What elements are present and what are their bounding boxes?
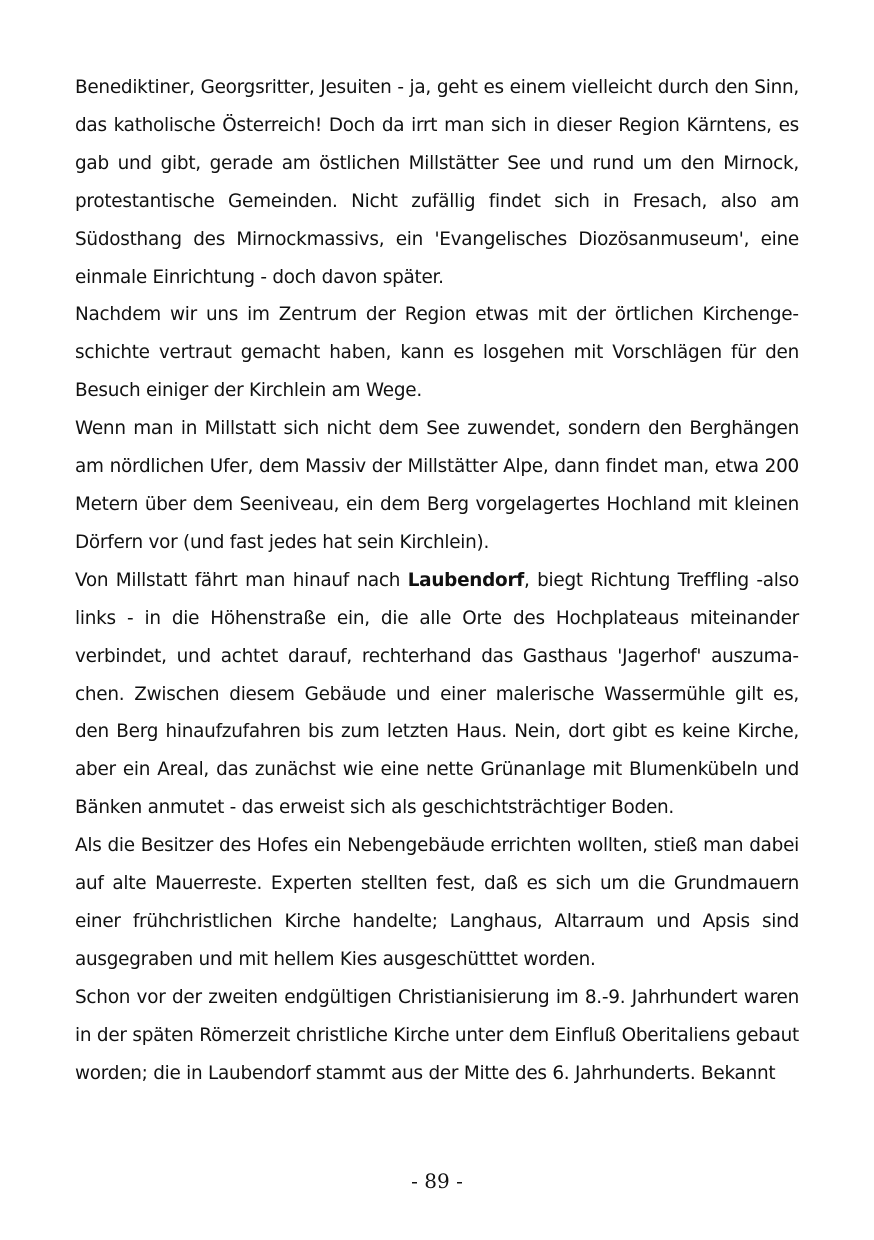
paragraph-highland: Wenn man in Millstatt sich nicht dem See zuwendet, sondern den Berghängen am nördlichen Ufer, dem Massiv der Millstätter Alpe, dann findet man, etwa 200 Metern über dem Seeniveau, ein dem Berg vorgelagertes Hochland mit kleinen Dörfern vor (und fast jedes hat sein Kirchlein). <box>75 418 799 553</box>
laubendorf-intro: Von Millstatt fährt man hinauf nach <box>75 569 408 591</box>
paragraph-excavation: Als die Besitzer des Hofes ein Nebengebäude errichten wollten, stieß man dabei auf alte Mauerreste. Experten stellten fest, daß es sich um die Grundmauern einer frühchristlichen Kirche handelte; Langhaus, Altarraum und Apsis sind ausgegraben und mit hellem Kies ausgeschütttet worden. <box>75 835 799 970</box>
paragraph-roman-era: Schon vor der zweiten endgültigen Christianisierung im 8.-9. Jahrhundert waren in der späten Römerzeit christliche Kirche unter dem Einfluß Oberitaliens gebaut worden; die in Laubendorf stammt aus der Mitte des 6. Jahrhunderts. Bekannt <box>75 986 799 1084</box>
page-number: - 89 - <box>411 1169 463 1193</box>
paragraph-laubendorf <box>75 562 799 827</box>
body-text <box>75 69 799 1092</box>
laubendorf-directions: , biegt Richtung Treffling -also links - in die Höhenstraße ein, die alle Orte des Hochplateaus miteinander verbindet, und achtet darauf, rechterhand das Gasthaus 'Jagerhof' auszumachen. Zwischen diesem Gebäude und einer malerische Wassermühle gilt es, den Berg hinaufzufahren bis zum letzten Haus. Nein, dort gibt es keine Kirche, aber ein Areal, das zunächst wie eine nette Grünanlage mit Blumenkübeln und Bänken anmutet - das erweist sich als geschichtsträchtiger Boden. <box>75 569 799 819</box>
paragraph-church-history: Nachdem wir uns im Zentrum der Region etwas mit der örtlichen Kirchengeschichte vertraut gemacht haben, kann es losgehen mit Vorschlägen für den Besuch einiger der Kirchlein am Wege. <box>75 304 799 402</box>
paragraph-religious-orders: Benediktiner, Georgsritter, Jesuiten - ja, geht es einem vielleicht durch den Sinn, das katholische Österreich! Doch da irrt man sich in dieser Region Kärntens, es gab und gibt, gerade am östlichen Millstätter See und rund um den Mirnock, protestantische Gemeinden. Nicht zufällig findet sich in Fresach, also am Südosthang des Mirnockmassivs, ein 'Evangelisches Diozösanmuseum', eine einmale Einrichtung - doch davon später. <box>75 77 799 288</box>
place-name-laubendorf: Laubendorf <box>407 569 525 591</box>
